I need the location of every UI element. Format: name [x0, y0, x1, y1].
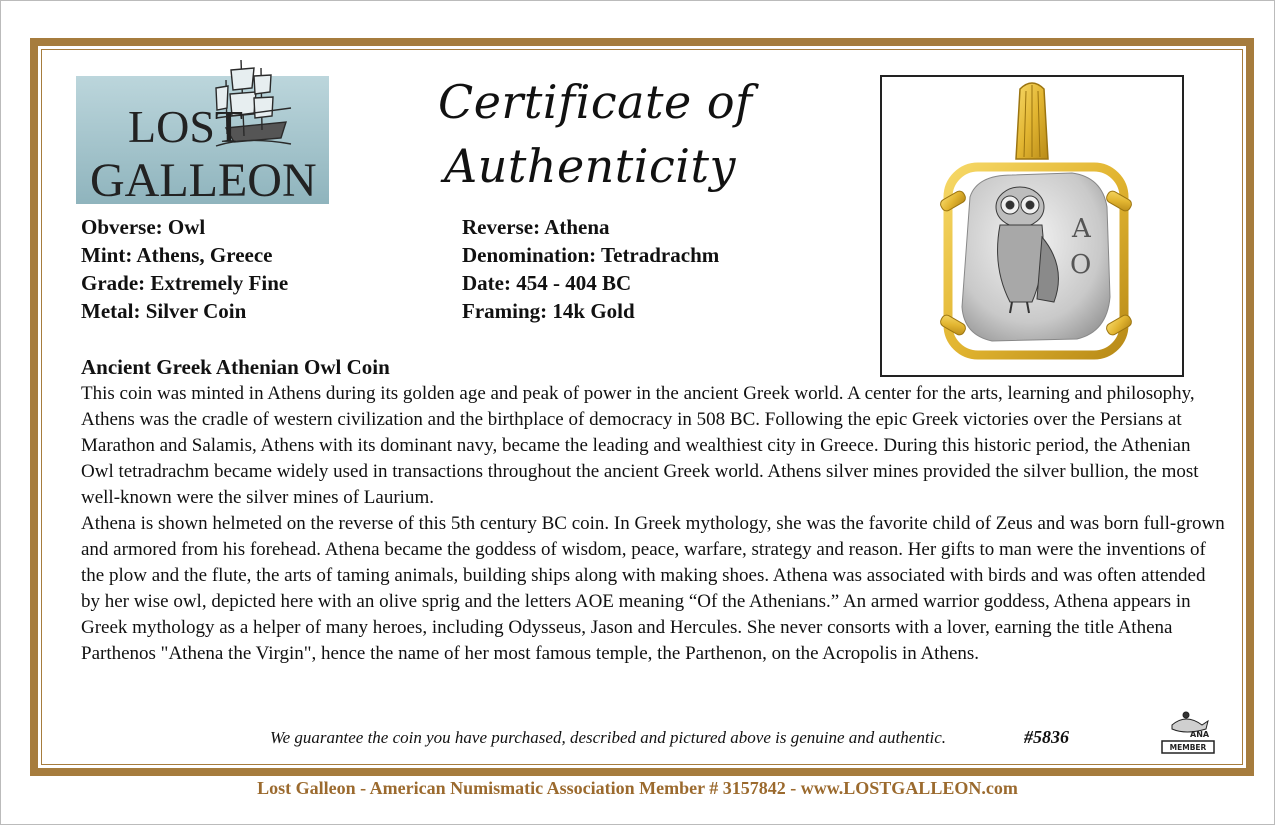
description-paragraph-1: This coin was minted in Athens during its golden age and peak of power in the ancient Greek world. A center for the arts, learning and philosophy, Athens was the cradle of western civilization and the birthplace of democracy in 508 BC. Following the epic Greek victories over the Persians at Marathon and Salamis, Athens with its dominant navy, became the leading and wealthiest city in Greece. During this historic period, the Athenian Owl tetradrachm became widely used in transactions throughout the ancient Greek world. Athens silver mines provided the silver bullion, the most well-known were the silver mines of Laurium.	[81, 383, 1199, 508]
logo-line2: GALLEON	[90, 154, 317, 204]
guarantee-statement: We guarantee the coin you have purchased, described and pictured above is genuine and authentic.	[270, 728, 947, 747]
coin-specs-left	[81, 213, 288, 325]
spec-mint: Mint: Athens, Greece	[81, 243, 273, 267]
spec-denomination: Denomination: Tetradrachm	[462, 243, 720, 267]
spec-framing: Framing: 14k Gold	[462, 299, 635, 323]
certificate-number: #5836	[1024, 727, 1069, 747]
description-body	[81, 381, 1226, 667]
coin-letter-o: O	[1070, 250, 1092, 280]
spec-date: Date: 454 - 404 BC	[462, 271, 632, 295]
description-heading: Ancient Greek Athenian Owl Coin	[81, 355, 390, 379]
certificate-title	[438, 70, 758, 198]
spec-grade: Grade: Extremely Fine	[81, 271, 289, 295]
lamp-icon	[1172, 712, 1208, 732]
coin-photo-frame	[880, 75, 1184, 377]
ana-badge-top: ANA	[1190, 730, 1210, 739]
title-line1: Certificate of	[438, 75, 753, 129]
description-paragraph-2: Athena is shown helmeted on the reverse of this 5th century BC coin. In Greek mythology, she was the favorite child of Zeus and was born full-grown and armored from his forehead. Athena became the goddess of wisdom, peace, warfare, strategy and reason. Her gifts to man were the inventions of the plow and the flute, the arts of taming animals, building ships along with making shoes. Athena was associated with birds and was often attended by her wise owl, depicted here with an olive sprig and the letters AOE meaning “Of the Athenians.” An armed warrior goddess, Athena appears in Greek mythology as a helper of many heroes, including Odysseus, Jason and Hercules. She never consorts with a lover, earning the title Athena Parthenos "Athena the Virgin", hence the name of her most famous temple, the Parthenon, on the Acropolis in Athens.	[81, 513, 1225, 664]
ana-badge-bottom: MEMBER	[1169, 743, 1207, 752]
owl-coin-pendant-image	[882, 77, 1182, 375]
coin-letter-a: A	[1072, 214, 1091, 244]
pendant-bail	[1016, 83, 1048, 159]
ana-member-badge	[1150, 705, 1222, 755]
logo-line1: LOST	[128, 101, 243, 152]
spec-reverse: Reverse: Athena	[462, 215, 610, 239]
footer-contact: Lost Galleon - American Numismatic Association Member # 3157842 - www.LOSTGALLEON.com	[257, 778, 1018, 798]
lost-galleon-logo	[76, 58, 329, 204]
title-line2: Authenticity	[444, 139, 736, 193]
spec-metal: Metal: Silver Coin	[81, 299, 247, 323]
spec-obverse: Obverse: Owl	[81, 215, 206, 239]
coin-specs-right	[462, 213, 719, 325]
